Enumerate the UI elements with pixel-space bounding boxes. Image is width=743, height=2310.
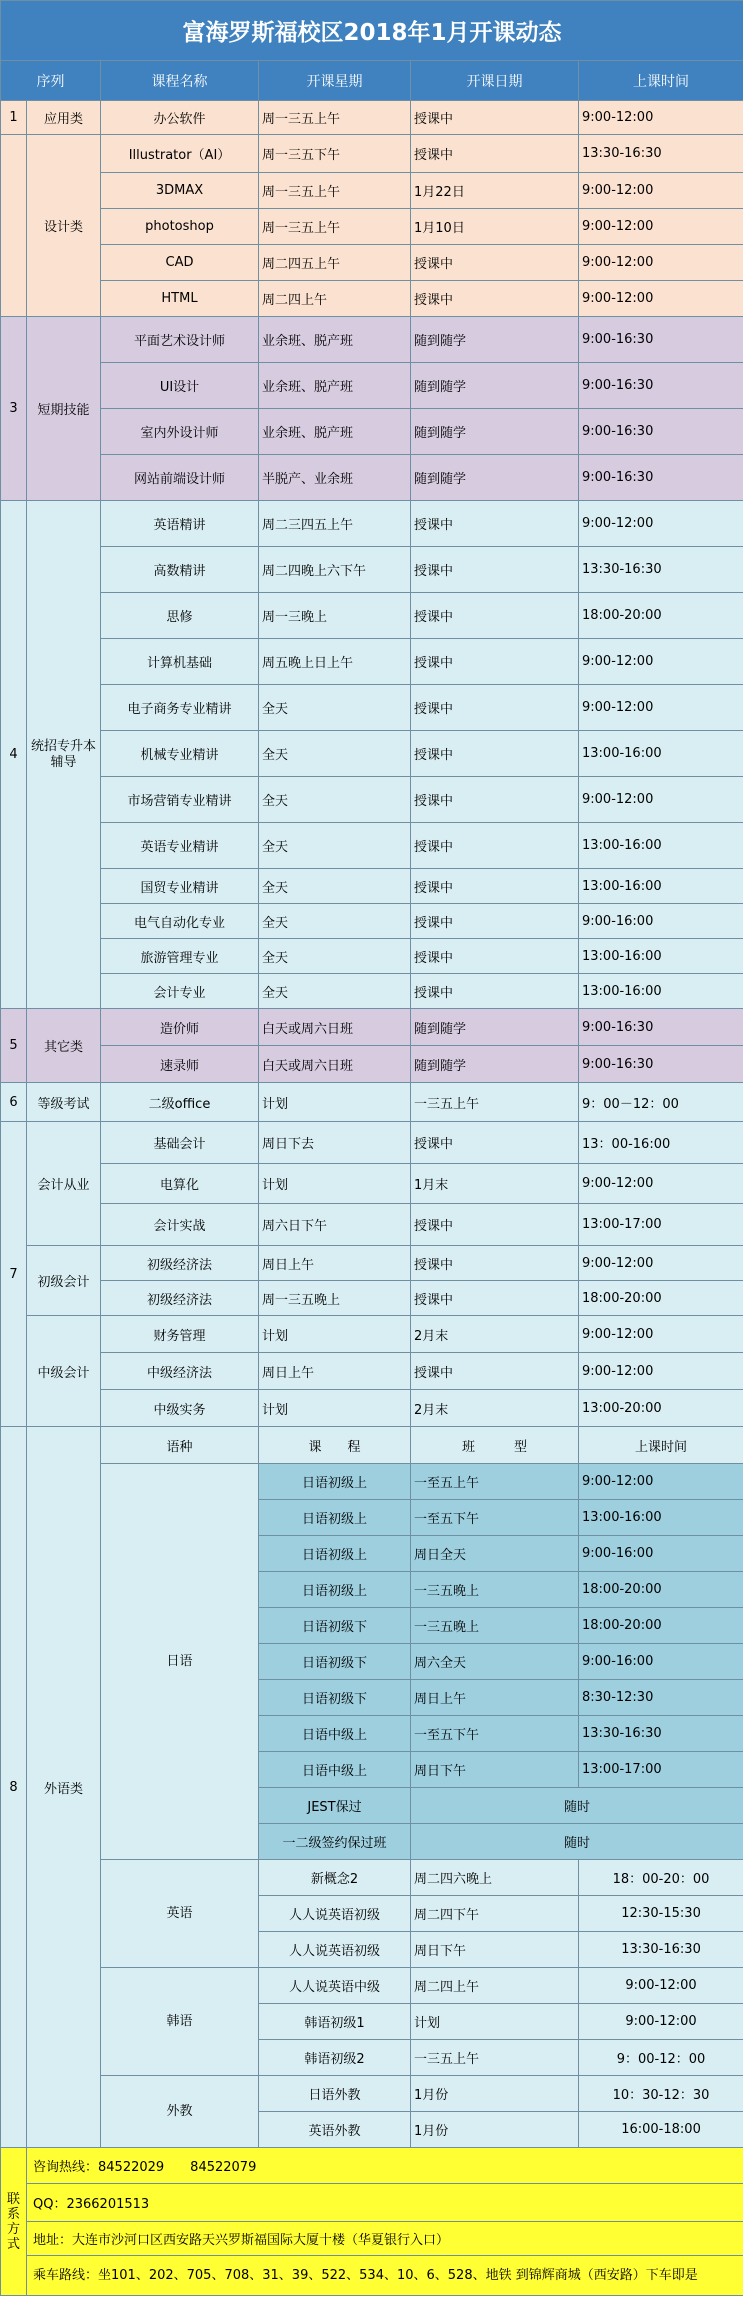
- course-class: 一三五晚上: [411, 1608, 579, 1644]
- course-class: 1月份: [411, 2112, 579, 2148]
- contact-route: 乘车路线：坐101、202、705、708、31、39、522、534、10、6、528、地铁 到锦辉商城（西安路）下车即是: [27, 2256, 743, 2296]
- course-date: 授课中: [411, 1122, 579, 1164]
- course-class: 周六全天: [411, 1644, 579, 1680]
- course-week: 计划: [259, 1164, 411, 1204]
- course-week: 周一三五上午: [259, 209, 411, 245]
- course-time: 13:00-17:00: [579, 1204, 743, 1246]
- course-name: 造价师: [101, 1009, 259, 1046]
- course-name: 韩语初级1: [259, 2004, 411, 2040]
- course-time: 9:00-12:00: [579, 1164, 743, 1204]
- course-week: 周一三晚上: [259, 593, 411, 639]
- course-time: 13:30-16:30: [579, 135, 743, 173]
- table-row: [1, 2222, 743, 2256]
- course-date: 1月末: [411, 1164, 579, 1204]
- course-name: 计算机基础: [101, 639, 259, 685]
- subheader-course: 课 程: [259, 1427, 411, 1464]
- course-date: 授课中: [411, 1204, 579, 1246]
- course-name: photoshop: [101, 209, 259, 245]
- course-name: 初级经济法: [101, 1246, 259, 1281]
- seq-number: 7: [1, 1122, 27, 1427]
- table-row: [1, 209, 743, 245]
- course-time: 9:00-12:00: [579, 1464, 743, 1500]
- table-row: [1, 639, 743, 685]
- course-name: 人人说英语中级: [259, 1968, 411, 2004]
- course-week: 周日下去: [259, 1122, 411, 1164]
- course-class: 一三五上午: [411, 2040, 579, 2076]
- course-date: 随到随学: [411, 317, 579, 363]
- course-date: 随到随学: [411, 363, 579, 409]
- course-time: 13:00-16:00: [579, 869, 743, 904]
- header-course: 课程名称: [101, 61, 259, 101]
- course-name: 机械专业精讲: [101, 731, 259, 777]
- table-row: [1, 2256, 743, 2296]
- course-name: 电子商务专业精讲: [101, 685, 259, 731]
- course-week: 业余班、脱产班: [259, 409, 411, 455]
- course-date: 授课中: [411, 501, 579, 547]
- course-name: 市场营销专业精讲: [101, 777, 259, 823]
- language-label: 外教: [101, 2076, 259, 2148]
- course-name: 室内外设计师: [101, 409, 259, 455]
- course-name: 英语专业精讲: [101, 823, 259, 869]
- course-week: 周一三五下午: [259, 135, 411, 173]
- category-label: 其它类: [27, 1009, 101, 1083]
- course-week: 全天: [259, 731, 411, 777]
- course-date: 授课中: [411, 823, 579, 869]
- course-time: 8:30-12:30: [579, 1680, 743, 1716]
- course-time: 13:00-16:00: [579, 1500, 743, 1536]
- table-row: [1, 731, 743, 777]
- table-row: [1, 1204, 743, 1246]
- category-label: 统招专升本辅导: [27, 501, 101, 1009]
- course-time: 9:00-12:00: [579, 1316, 743, 1353]
- table-row: [1, 1164, 743, 1204]
- table-row: [1, 1083, 743, 1122]
- course-name: UI设计: [101, 363, 259, 409]
- seq-number: 8: [1, 1427, 27, 2148]
- seq-number: 1: [1, 101, 27, 135]
- course-name: 电算化: [101, 1164, 259, 1204]
- course-name: 初级经济法: [101, 1281, 259, 1316]
- course-date: 随到随学: [411, 1046, 579, 1083]
- table-row: [1, 593, 743, 639]
- course-date: 授课中: [411, 281, 579, 317]
- header-seq: 序列: [1, 61, 101, 101]
- course-name: 日语初级下: [259, 1680, 411, 1716]
- course-week: 周日上午: [259, 1246, 411, 1281]
- course-week: 全天: [259, 685, 411, 731]
- course-time: 9：00-12：00: [579, 2040, 743, 2076]
- table-row: [1, 1353, 743, 1390]
- course-name: JEST保过: [259, 1788, 411, 1824]
- course-time: 18:00-20:00: [579, 1608, 743, 1644]
- subheader-class: 班 型: [411, 1427, 579, 1464]
- contact-qq: QQ：2366201513: [27, 2184, 743, 2222]
- table-row: [1, 501, 743, 547]
- table-row: [1, 101, 743, 135]
- table-row: [1, 1464, 743, 1500]
- course-name: 人人说英语初级: [259, 1932, 411, 1968]
- table-row: [1, 1046, 743, 1083]
- course-week: 全天: [259, 777, 411, 823]
- course-date: 授课中: [411, 777, 579, 823]
- course-time: 13:00-16:00: [579, 939, 743, 974]
- course-time: 13：00-16:00: [579, 1122, 743, 1164]
- course-time: 13:00-16:00: [579, 731, 743, 777]
- course-name: 韩语初级2: [259, 2040, 411, 2076]
- course-class: 周日下午: [411, 1932, 579, 1968]
- course-name: 日语初级下: [259, 1644, 411, 1680]
- course-week: 全天: [259, 904, 411, 939]
- course-week: 全天: [259, 974, 411, 1009]
- course-date: 1月22日: [411, 173, 579, 209]
- page-title: 富海罗斯福校区2018年1月开课动态: [1, 1, 743, 61]
- course-time: 9:00-12:00: [579, 281, 743, 317]
- course-class: 周二四下午: [411, 1896, 579, 1932]
- course-time: 9:00-12:00: [579, 639, 743, 685]
- course-time: 9:00-16:30: [579, 317, 743, 363]
- course-week: 周一三五晚上: [259, 1281, 411, 1316]
- table-row: [1, 363, 743, 409]
- course-name: 英语外教: [259, 2112, 411, 2148]
- course-time: 13:30-16:30: [579, 547, 743, 593]
- subheader-time: 上课时间: [579, 1427, 743, 1464]
- table-row: [1, 904, 743, 939]
- course-time: 9:00-16:30: [579, 1009, 743, 1046]
- course-date: 1月10日: [411, 209, 579, 245]
- course-week: 周二四上午: [259, 281, 411, 317]
- course-name: 中级实务: [101, 1390, 259, 1427]
- course-date: 授课中: [411, 869, 579, 904]
- course-week: 业余班、脱产班: [259, 363, 411, 409]
- course-name: 二级office: [101, 1083, 259, 1122]
- course-week: 周六日下午: [259, 1204, 411, 1246]
- table-row: [1, 974, 743, 1009]
- course-week: 半脱产、业余班: [259, 455, 411, 501]
- language-label: 韩语: [101, 1968, 259, 2076]
- course-time: 9:00-12:00: [579, 777, 743, 823]
- table-row: [1, 939, 743, 974]
- course-name: 日语初级下: [259, 1608, 411, 1644]
- course-week: 白天或周六日班: [259, 1009, 411, 1046]
- course-name: 日语初级上: [259, 1464, 411, 1500]
- course-week: 周二四晚上六下午: [259, 547, 411, 593]
- course-date: 2月末: [411, 1316, 579, 1353]
- course-time: 12:30-15:30: [579, 1896, 743, 1932]
- table-row: [1, 1009, 743, 1046]
- course-week: 业余班、脱产班: [259, 317, 411, 363]
- course-date: 授课中: [411, 685, 579, 731]
- course-week: 白天或周六日班: [259, 1046, 411, 1083]
- course-date: 授课中: [411, 1281, 579, 1316]
- course-time: 16:00-18:00: [579, 2112, 743, 2148]
- course-name: 日语初级上: [259, 1572, 411, 1608]
- course-time: 9:00-12:00: [579, 101, 743, 135]
- course-time: 13:00-17:00: [579, 1752, 743, 1788]
- table-row: [1, 2184, 743, 2222]
- course-name: 网站前端设计师: [101, 455, 259, 501]
- course-time: 10：30-12：30: [579, 2076, 743, 2112]
- course-date: 2月末: [411, 1390, 579, 1427]
- course-time: 9：00－12：00: [579, 1083, 743, 1122]
- course-week: 周二四五上午: [259, 245, 411, 281]
- table-row: [1, 1316, 743, 1353]
- course-week: 计划: [259, 1316, 411, 1353]
- course-week: 计划: [259, 1390, 411, 1427]
- course-class: 一至五下午: [411, 1500, 579, 1536]
- course-time: 9:00-12:00: [579, 1353, 743, 1390]
- course-name: 中级经济法: [101, 1353, 259, 1390]
- course-time: 9:00-12:00: [579, 245, 743, 281]
- course-class: 周日下午: [411, 1752, 579, 1788]
- course-week: 周一三五上午: [259, 173, 411, 209]
- contact-address: 地址：大连市沙河口区西安路天兴罗斯福国际大厦十楼（华夏银行入口）: [27, 2222, 743, 2256]
- course-time: 13:30-16:30: [579, 1716, 743, 1752]
- course-time: 18:00-20:00: [579, 593, 743, 639]
- course-name: 新概念2: [259, 1860, 411, 1896]
- table-row: [1, 1246, 743, 1281]
- header-date: 开课日期: [411, 61, 579, 101]
- course-date: 一三五上午: [411, 1083, 579, 1122]
- course-name: 高数精讲: [101, 547, 259, 593]
- course-date: 授课中: [411, 1353, 579, 1390]
- course-name: 日语外教: [259, 2076, 411, 2112]
- category-label: 等级考试: [27, 1083, 101, 1122]
- table-row: [1, 1390, 743, 1427]
- course-name: 一二级签约保过班: [259, 1824, 411, 1860]
- seq-number: 3: [1, 317, 27, 501]
- course-name: 日语初级上: [259, 1536, 411, 1572]
- course-name: 财务管理: [101, 1316, 259, 1353]
- course-time: 18:00-20:00: [579, 1572, 743, 1608]
- subcategory-label: 中级会计: [27, 1316, 101, 1427]
- course-date: 授课中: [411, 593, 579, 639]
- course-time: 13:30-16:30: [579, 1932, 743, 1968]
- course-time: 9:00-12:00: [579, 1968, 743, 2004]
- table-row: [1, 1281, 743, 1316]
- table-row: [1, 823, 743, 869]
- table-row: [1, 2076, 743, 2112]
- course-class: 一三五晚上: [411, 1572, 579, 1608]
- table-row: [1, 1427, 743, 1464]
- seq-number: 5: [1, 1009, 27, 1083]
- course-week: 全天: [259, 939, 411, 974]
- course-time: 9:00-16:30: [579, 1046, 743, 1083]
- course-class: 周二四上午: [411, 1968, 579, 2004]
- course-name: CAD: [101, 245, 259, 281]
- course-time: 9:00-16:30: [579, 409, 743, 455]
- seq-number: [1, 135, 27, 317]
- course-class: 一至五下午: [411, 1716, 579, 1752]
- table-row: [1, 1122, 743, 1164]
- table-row: [1, 1860, 743, 1896]
- category-label: 外语类: [27, 1427, 101, 2148]
- course-name: 会计专业: [101, 974, 259, 1009]
- course-name: 英语精讲: [101, 501, 259, 547]
- course-name: 办公软件: [101, 101, 259, 135]
- course-class: 一至五上午: [411, 1464, 579, 1500]
- language-label: 英语: [101, 1860, 259, 1968]
- course-time: 9:00-12:00: [579, 501, 743, 547]
- course-date: 授课中: [411, 245, 579, 281]
- course-class: 周二四六晚上: [411, 1860, 579, 1896]
- table-row: [1, 135, 743, 173]
- course-week: 周日上午: [259, 1353, 411, 1390]
- subcategory-label: 会计从业: [27, 1122, 101, 1246]
- table-row: [1, 1968, 743, 2004]
- course-date: 随到随学: [411, 455, 579, 501]
- table-row: [1, 317, 743, 363]
- course-name: HTML: [101, 281, 259, 317]
- course-date: 授课中: [411, 904, 579, 939]
- table-row: [1, 547, 743, 593]
- course-class: 计划: [411, 2004, 579, 2040]
- category-label: 应用类: [27, 101, 101, 135]
- course-name: Illustrator（AI）: [101, 135, 259, 173]
- subheader-lang: 语种: [101, 1427, 259, 1464]
- course-week: 周二三四五上午: [259, 501, 411, 547]
- course-week: 全天: [259, 869, 411, 904]
- course-week: 周一三五上午: [259, 101, 411, 135]
- course-name: 人人说英语初级: [259, 1896, 411, 1932]
- course-date: 随到随学: [411, 1009, 579, 1046]
- course-name: 电气自动化专业: [101, 904, 259, 939]
- course-name: 基础会计: [101, 1122, 259, 1164]
- language-label: 日语: [101, 1464, 259, 1860]
- table-row: [1, 455, 743, 501]
- seq-number: 6: [1, 1083, 27, 1122]
- course-name: 平面艺术设计师: [101, 317, 259, 363]
- course-note: 随时: [411, 1788, 743, 1824]
- course-class: 周日全天: [411, 1536, 579, 1572]
- header-time: 上课时间: [579, 61, 743, 101]
- course-time: 9:00-16:30: [579, 363, 743, 409]
- course-time: 9:00-16:30: [579, 455, 743, 501]
- course-name: 日语中级上: [259, 1752, 411, 1788]
- course-date: 授课中: [411, 639, 579, 685]
- course-name: 3DMAX: [101, 173, 259, 209]
- course-time: 9:00-12:00: [579, 685, 743, 731]
- header-week: 开课星期: [259, 61, 411, 101]
- table-row: [1, 281, 743, 317]
- course-time: 9:00-12:00: [579, 209, 743, 245]
- course-name: 旅游管理专业: [101, 939, 259, 974]
- course-time: 13:00-16:00: [579, 974, 743, 1009]
- course-date: 授课中: [411, 101, 579, 135]
- contact-hotline: 咨询热线：84522029 84522079: [27, 2148, 743, 2184]
- category-label: 设计类: [27, 135, 101, 317]
- course-date: 授课中: [411, 1246, 579, 1281]
- course-date: 授课中: [411, 135, 579, 173]
- course-date: 授课中: [411, 939, 579, 974]
- course-date: 授课中: [411, 547, 579, 593]
- contact-label: 联系方式: [1, 2148, 27, 2296]
- course-time: 9:00-16:00: [579, 1644, 743, 1680]
- table-row: [1, 2148, 743, 2184]
- seq-number: 4: [1, 501, 27, 1009]
- subcategory-label: 初级会计: [27, 1246, 101, 1316]
- course-time: 18:00-20:00: [579, 1281, 743, 1316]
- course-name: 日语中级上: [259, 1716, 411, 1752]
- course-class: 周日上午: [411, 1680, 579, 1716]
- course-name: 思修: [101, 593, 259, 639]
- table-row: [1, 245, 743, 281]
- course-time: 9:00-12:00: [579, 2004, 743, 2040]
- course-name: 国贸专业精讲: [101, 869, 259, 904]
- course-week: 全天: [259, 823, 411, 869]
- course-time: 9:00-16:00: [579, 1536, 743, 1572]
- table-row: [1, 777, 743, 823]
- course-class: 1月份: [411, 2076, 579, 2112]
- table-row: [1, 173, 743, 209]
- course-week: 周五晚上日上午: [259, 639, 411, 685]
- category-label: 短期技能: [27, 317, 101, 501]
- table-row: [1, 685, 743, 731]
- course-name: 会计实战: [101, 1204, 259, 1246]
- course-time: 13:00-20:00: [579, 1390, 743, 1427]
- course-time: 9:00-16:00: [579, 904, 743, 939]
- course-time: 13:00-16:00: [579, 823, 743, 869]
- course-name: 速录师: [101, 1046, 259, 1083]
- course-name: 日语初级上: [259, 1500, 411, 1536]
- course-time: 9:00-12:00: [579, 1246, 743, 1281]
- course-time: 9:00-12:00: [579, 173, 743, 209]
- course-date: 授课中: [411, 731, 579, 777]
- table-row: [1, 409, 743, 455]
- course-date: 随到随学: [411, 409, 579, 455]
- course-date: 授课中: [411, 974, 579, 1009]
- course-week: 计划: [259, 1083, 411, 1122]
- table-row: [1, 869, 743, 904]
- course-time: 18：00-20：00: [579, 1860, 743, 1896]
- course-note: 随时: [411, 1824, 743, 1860]
